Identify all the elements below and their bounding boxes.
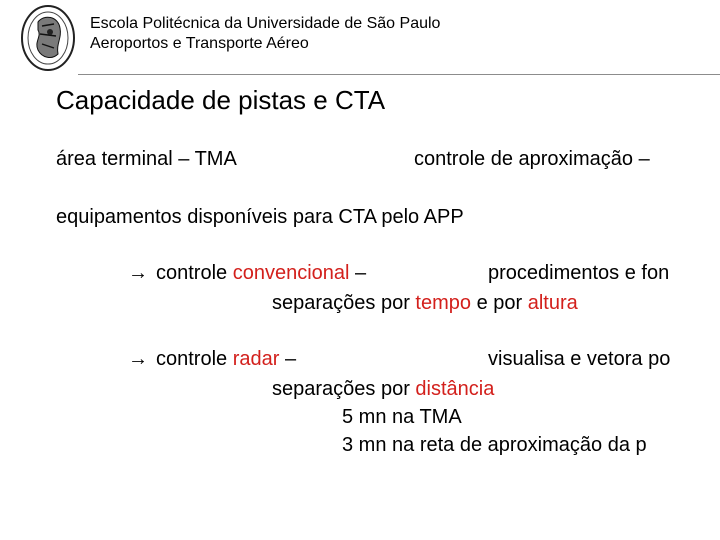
arrow-right-icon: → [128, 348, 148, 370]
approach-control-label: controle de aproximação – [414, 148, 650, 170]
conventional-dash: – [349, 262, 367, 284]
header-divider [78, 74, 720, 75]
conventional-sep-mid: e por [471, 292, 528, 314]
institution-header [90, 14, 440, 54]
separation-distance: distância [415, 378, 495, 400]
terminal-area-label: área terminal – TMA [56, 148, 237, 170]
conventional-highlight: convencional [232, 262, 350, 284]
radar-control-item [128, 346, 296, 372]
slide-title: Capacidade de pistas e CTA [56, 85, 386, 115]
radar-sep-prefix: separações por [272, 378, 416, 400]
arrow-right-icon: → [128, 262, 148, 284]
radar-separations [272, 376, 494, 402]
course-name: Aeroportos e Transporte Aéreo [90, 35, 309, 52]
institution-name: Escola Politécnica da Universidade de São Paulo [90, 15, 441, 32]
conventional-procedures: procedimentos e fon [488, 262, 670, 284]
radar-tma-separation: 5 mn na TMA [342, 406, 462, 428]
radar-highlight: radar [232, 348, 280, 370]
conventional-sep-prefix: separações por [272, 292, 416, 314]
radar-dash: – [279, 348, 297, 370]
separation-altitude: altura [527, 292, 578, 314]
separation-time: tempo [415, 292, 472, 314]
university-crest-logo [20, 4, 76, 72]
radar-final-approach-separation: 3 mn na reta de aproximação da p [342, 434, 647, 456]
conventional-control-item [128, 260, 366, 286]
conventional-prefix: controle [156, 262, 233, 284]
radar-visualises: visualisa e vetora po [488, 348, 671, 370]
conventional-separations [272, 290, 578, 316]
radar-prefix: controle [156, 348, 233, 370]
equipment-heading: equipamentos disponíveis para CTA pelo APP [56, 206, 464, 228]
